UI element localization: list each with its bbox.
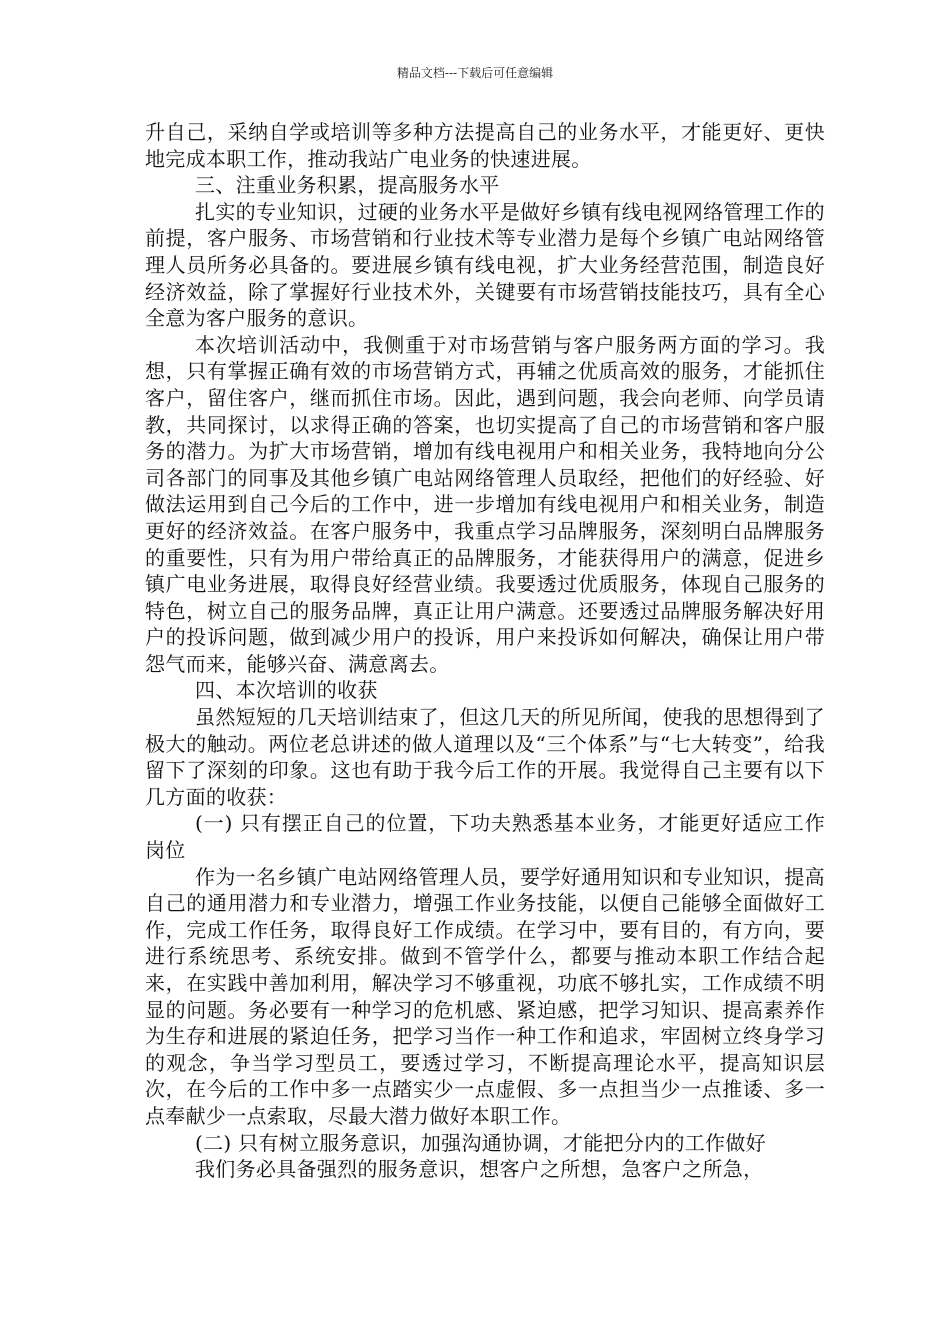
section-heading: 三、注重业务积累，提高服务水平 [195, 173, 500, 198]
paragraph: 本次培训活动中，我侧重于对市场营销与客户服务两方面的学习。我想，只有掌握正确有效的市场营销方式，再辅之优质高效的服务，才能抓住客户，留住客户，继而抓住市场。因此，遇到问题，我会向老师、向学员请教，共同探讨，以求得正确的答案，也切实提高了自己的市场营销和客户服务的潜力。为扩大市场营销，增加有线电视用户和相关业务，我特地向分公司各部门的同事及其他乡镇广电站网络管理人员取经，把他们的好经验、好做法运用到自己今后的工作中，进一步增加有线电视用户和相关业务，制造更好的经济效益。在客户服务中，我重点学习品牌服务，深刻明白品牌服务的重要性，只有为用户带给真正的品牌服务，才能获得用户的满意，促进乡镇广电业务进展，取得良好经营业绩。我要透过优质服务，体现自己服务的特色，树立自己的服务品牌，真正让用户满意。还要透过品牌服务解决好用户的投诉问题，做到减少用户的投诉，用户来投诉如何解决，确保让用户带怨气而来，能够兴奋、满意离去。 [145, 332, 825, 676]
document-body [145, 119, 825, 1183]
subsection-heading: (一) 只有摆正自己的位置，下功夫熟悉基本业务，才能更好适应工作岗位 [145, 811, 825, 863]
subsection-heading: (二) 只有树立服务意识，加强沟通协调，才能把分内的工作做好 [195, 1130, 766, 1155]
paragraph: 我们务必具备强烈的服务意识，想客户之所想，急客户之所急， [195, 1157, 764, 1182]
paragraph: 升自己，采纳自学或培训等多种方法提高自己的业务水平，才能更好、更快地完成本职工作，推动我站广电业务的快速进展。 [145, 120, 825, 171]
section-heading: 四、本次培训的收获 [195, 678, 378, 703]
paragraph: 作为一名乡镇广电站网络管理人员，要学好通用知识和专业知识，提高自己的通用潜力和专业潜力，增强工作业务技能，以便自己能够全面做好工作，完成工作任务，取得良好工作成绩。在学习中，要有目的，有方向，要进行系统思考、系统安排。做到不管学什么，都要与推动本职工作结合起来，在实践中善加利用，解决学习不够重视，功底不够扎实，工作成绩不明显的问题。务必要有一种学习的危机感、紧迫感，把学习知识、提高素养作为生存和进展的紧迫任务，把学习当作一种工作和追求，牢固树立终身学习的观念，争当学习型员工，要透过学习，不断提高理论水平，提高知识层次，在今后的工作中多一点踏实少一点虚假、多一点担当少一点推诿、多一点奉献少一点索取，尽最大潜力做好本职工作。 [145, 864, 825, 1128]
paragraph: 扎实的专业知识，过硬的业务水平是做好乡镇有线电视网络管理工作的前提，客户服务、市场营销和行业技术等专业潜力是每个乡镇广电站网络管理人员所务必具备的。要进展乡镇有线电视，扩大业务经营范围，制造良好经济效益，除了掌握好行业技术外，关键要有市场营销技能技巧，具有全心全意为客户服务的意识。 [145, 199, 825, 331]
paragraph: 虽然短短的几天培训结束了，但这几天的所见所闻，使我的思想得到了极大的触动。两位老总讲述的做人道理以及“三个体系”与“七大转变”，给我留下了深刻的印象。这也有助于我今后工作的开展。我觉得自己主要有以下几方面的收获： [145, 705, 825, 809]
page-header: 精品文档---下载后可任意编辑 [396, 66, 554, 80]
